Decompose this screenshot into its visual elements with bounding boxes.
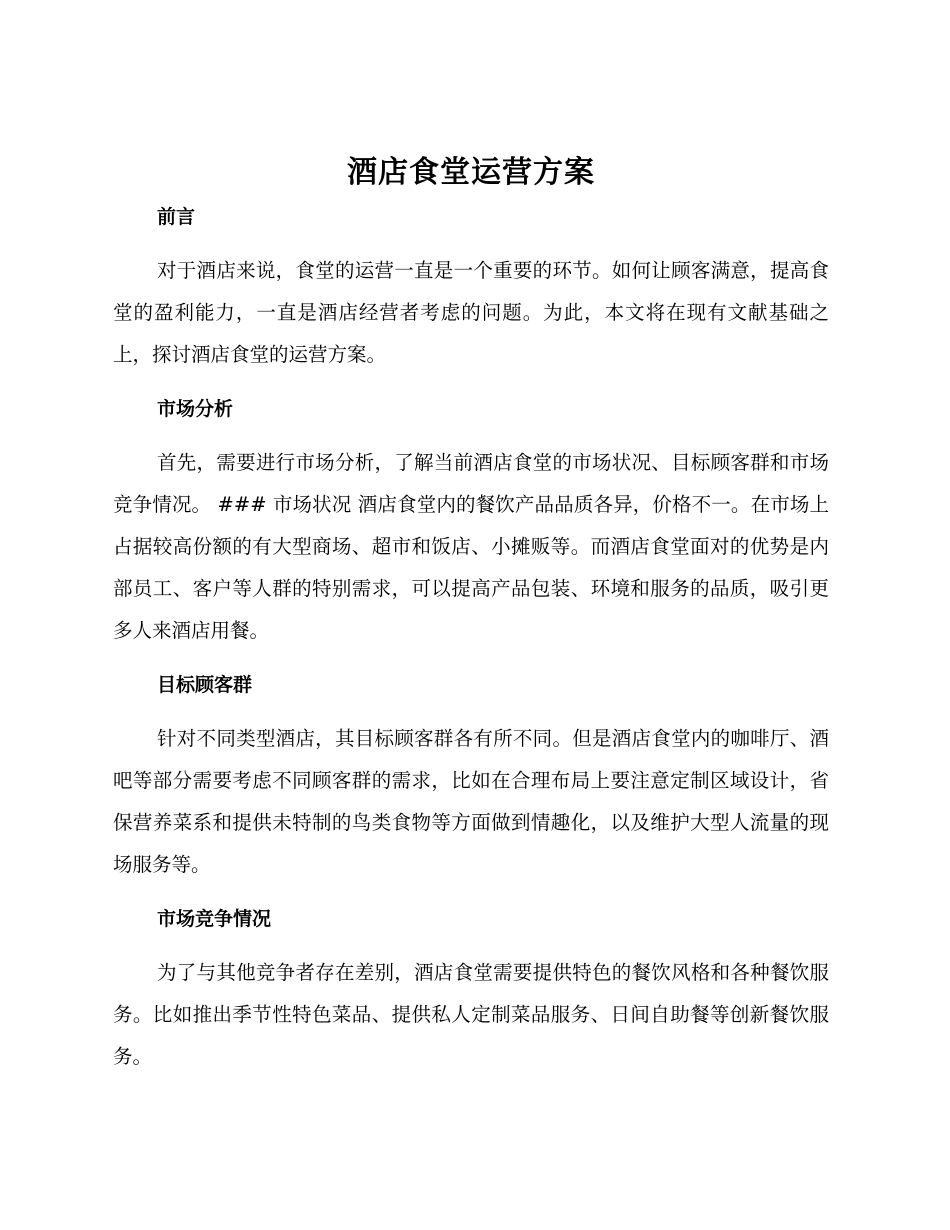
section-paragraph: 首先，需要进行市场分析，了解当前酒店食堂的市场状况、目标顾客群和市场竞争情况。 ### 市场状况 酒店食堂内的餐饮产品品质各异，价格不一。在市场上占据较高份额的有大型商场、超市和饭店、小摊贩等。而酒店食堂面对的优势是内部员工、客户等人群的特别需求，可以提高产品包装、环境和服务的品质，吸引更多人来酒店用餐。 xyxy=(113,451,829,642)
section-target-customers xyxy=(113,670,829,886)
section-heading: 市场分析 xyxy=(157,398,234,420)
section-paragraph: 为了与其他竞争者存在差别，酒店食堂需要提供特色的餐饮风格和各种餐饮服务。比如推出季节性特色菜品、提供私人定制菜品服务、日间自助餐等创新餐饮服务。 xyxy=(113,961,829,1068)
section-competition xyxy=(113,904,829,1078)
section-heading: 前言 xyxy=(157,206,196,228)
document-page xyxy=(113,150,829,1096)
section-heading: 市场竞争情况 xyxy=(157,908,272,930)
section-market-analysis xyxy=(113,394,829,652)
section-paragraph: 对于酒店来说，食堂的运营一直是一个重要的环节。如何让顾客满意，提高食堂的盈利能力，一直是酒店经营者考虑的问题。为此，本文将在现有文献基础之上，探讨酒店食堂的运营方案。 xyxy=(113,259,829,366)
section-preface xyxy=(113,202,829,376)
section-heading: 目标顾客群 xyxy=(157,674,253,696)
document-title: 酒店食堂运营方案 xyxy=(347,155,595,190)
section-paragraph: 针对不同类型酒店，其目标顾客群各有所不同。但是酒店食堂内的咖啡厅、酒吧等部分需要考虑不同顾客群的需求，比如在合理布局上要注意定制区域设计，省保营养菜系和提供未特制的鸟类食物等方面做到情趣化，以及维护大型人流量的现场服务等。 xyxy=(113,727,829,876)
